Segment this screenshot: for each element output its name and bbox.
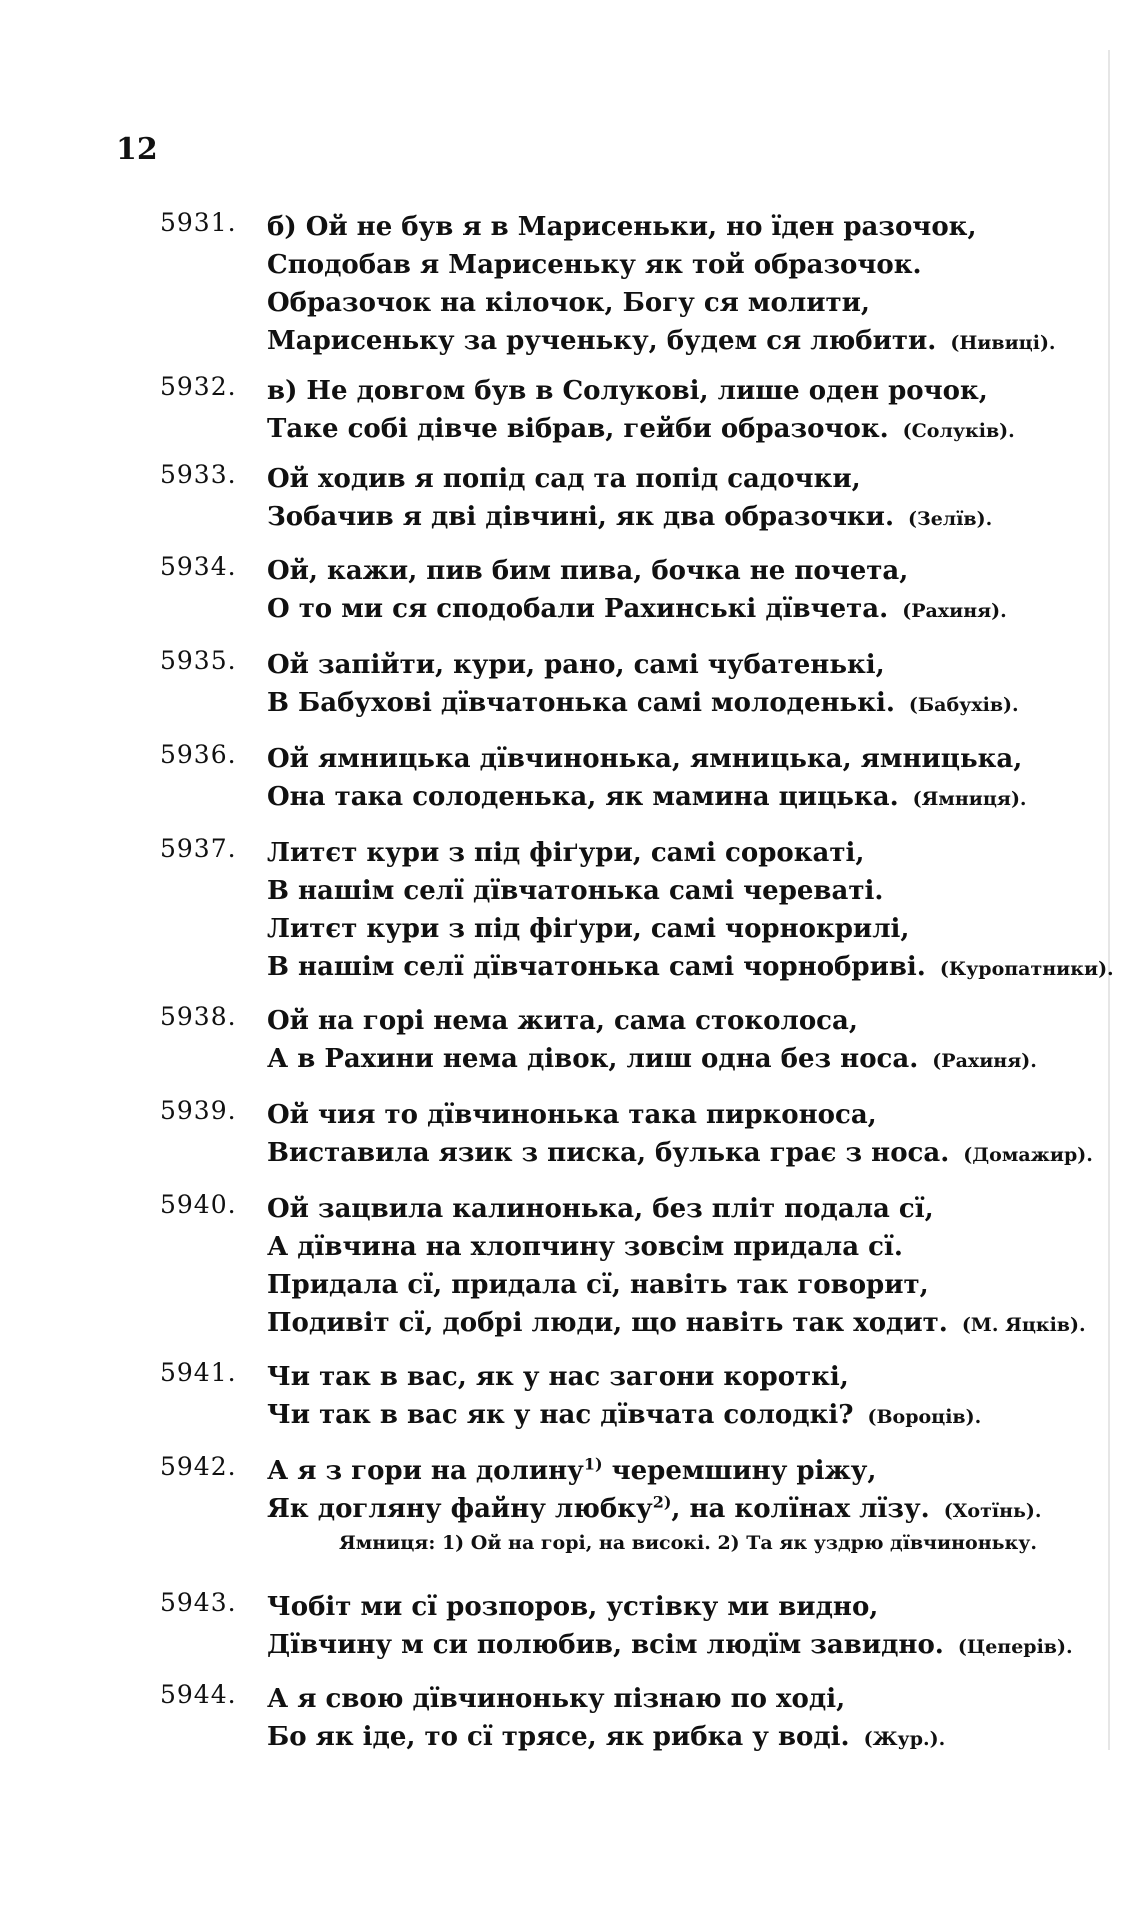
verse-line: [267, 1134, 1093, 1172]
verse: [267, 1002, 1067, 1078]
verse-line-text: , на колїнах лїзу.: [671, 1494, 930, 1524]
verse-line: [267, 322, 1067, 360]
verse-line-text: А я з гори на долину: [267, 1456, 584, 1486]
footnote-ref: 1): [583, 1454, 603, 1474]
verse-line: [267, 1396, 1067, 1434]
place-label: (Куропатники).: [939, 958, 1114, 980]
place-label: (Домажир).: [963, 1144, 1093, 1166]
place-label: (Ямниця).: [912, 788, 1027, 810]
verse-line: Чобіт ми сї розпоров, устівку ми видно,: [267, 1592, 879, 1622]
place-label: (Вороців).: [867, 1406, 982, 1428]
verse-line: [267, 410, 1067, 448]
place-label: (М. Яцків).: [961, 1314, 1086, 1336]
verse-line: [267, 590, 1067, 628]
footnote-ref: 2): [652, 1492, 672, 1512]
verse: [267, 1588, 1073, 1664]
entry-number: 5939.: [160, 1096, 237, 1125]
verse: [267, 460, 1067, 536]
verse-line-text: В нашім селї дївчатонька самі чорнобриві.: [267, 952, 926, 982]
verse-line-text: Виставила язик з писка, булька грає з носа.: [267, 1138, 950, 1168]
verse-line: Придала сї, придала сї, навіть так говорит,: [267, 1270, 929, 1300]
verse-line-text: Бо як іде, то сї трясе, як рибка у воді.: [267, 1722, 850, 1752]
verse-line: б) Ой не був я в Марисеньки, но їден разочок,: [267, 212, 977, 242]
verse-line: Ой чия то дївчинонька така пирконоса,: [267, 1100, 877, 1130]
verse: [267, 552, 1067, 628]
verse-line-text: черемшину ріжу,: [602, 1456, 877, 1486]
verse-line: [267, 1718, 1067, 1756]
verse-line: Литєт кури з під фіґури, самі чорнокрилі,: [267, 914, 910, 944]
entry-number: 5936.: [160, 740, 237, 769]
entry-number: 5941.: [160, 1358, 237, 1387]
place-label: (Бабухів).: [908, 694, 1019, 716]
verse: [267, 1680, 1067, 1756]
entry-number: 5933.: [160, 460, 237, 489]
verse: [267, 646, 1067, 722]
verse-line-text: О то ми ся сподобали Рахинські дївчета.: [267, 594, 889, 624]
verse-line: [267, 1304, 1086, 1342]
entry-number: 5940.: [160, 1190, 237, 1219]
verse-line: Ой зацвила калинонька, без пліт подала сї,: [267, 1194, 934, 1224]
verse-line: в) Не довгом був в Солукові, лише оден рочок,: [267, 376, 988, 406]
page-edge-line: [1108, 50, 1110, 1750]
page-number: 12: [116, 132, 158, 167]
verse-line: Ой ходив я попід сад та попід садочки,: [267, 464, 861, 494]
verse-line-text: Дївчину м си полюбив, всім людїм завидно.: [267, 1630, 944, 1660]
place-label: (Рахиня).: [932, 1050, 1037, 1072]
entry-number: 5944.: [160, 1680, 237, 1709]
entry-number: 5931.: [160, 208, 237, 237]
place-label: (Цеперів).: [957, 1636, 1073, 1658]
verse-line: [267, 498, 1067, 536]
verse-line: Литєт кури з під фіґури, самі сорокаті,: [267, 838, 865, 868]
verse-line: Чи так в вас, як у нас загони короткі,: [267, 1362, 849, 1392]
entry-number: 5942.: [160, 1452, 237, 1481]
entry-number: 5937.: [160, 834, 237, 863]
verse-line: В нашім селї дївчатонька самі череваті.: [267, 876, 884, 906]
verse-line: [267, 1040, 1067, 1078]
verse-line: Ой на горі нема жита, сама стоколоса,: [267, 1006, 858, 1036]
verse-line: [267, 684, 1067, 722]
verse-line-text: А в Рахини нема дівок, лиш одна без носа.: [267, 1044, 919, 1074]
verse-line: Образочок на кілочок, Богу ся молити,: [267, 288, 870, 318]
verse-line: [267, 1452, 1067, 1490]
verse-line: [267, 1490, 1067, 1528]
verse: [267, 834, 1114, 986]
verse-line-text: В Бабухові дївчатонька самі молоденькі.: [267, 688, 895, 718]
verse-line-text: Як догляну файну любку: [267, 1494, 653, 1524]
entry-number: 5932.: [160, 372, 237, 401]
verse: [267, 1190, 1086, 1342]
verse-line: [267, 1626, 1073, 1664]
place-label: (Солуків).: [902, 420, 1015, 442]
verse-line-text: Зобачив я дві дівчині, як два образочки.: [267, 502, 895, 532]
verse-line: Сподобав я Марисеньку як той образочок.: [267, 250, 922, 280]
verse-line-text: Подивіт сї, добрі люди, що навіть так ходит.: [267, 1308, 948, 1338]
verse-line: Ой ямницька дївчинонька, ямницька, ямницька,: [267, 744, 1023, 774]
entry-number: 5943.: [160, 1588, 237, 1617]
entry-number: 5938.: [160, 1002, 237, 1031]
verse-line-text: Она така солоденька, як мамина цицька.: [267, 782, 899, 812]
verse-line-text: Чи так в вас як у нас дївчата солодкі?: [267, 1400, 854, 1430]
verse-line-text: Таке собі дівче вібрав, гейби образочок.: [267, 414, 889, 444]
footnote: Ямниця: 1) Ой на горі, на високі. 2) Та як уздрю дївчиноньку.: [339, 1532, 1038, 1554]
entry-number: 5934.: [160, 552, 237, 581]
verse-line: Ой запійти, кури, рано, самі чубатенькі,: [267, 650, 885, 680]
place-label: (Рахиня).: [902, 600, 1007, 622]
place-label: (Хотїнь).: [943, 1500, 1042, 1522]
verse: [267, 208, 1067, 360]
verse-line: А я свою дївчиноньку пізнаю по ході,: [267, 1684, 846, 1714]
verse-line: А дївчина на хлопчину зовсім придала сї.: [267, 1232, 903, 1262]
verse: [267, 1358, 1067, 1434]
verse: [267, 1096, 1093, 1172]
place-label: (Жур.).: [863, 1728, 946, 1750]
place-label: (Зелїв).: [908, 508, 993, 530]
verse-line: [267, 948, 1114, 986]
verse: [267, 1452, 1067, 1558]
verse-line: [267, 778, 1067, 816]
verse: [267, 372, 1067, 448]
verse-line: Ой, кажи, пив бим пива, бочка не почета,: [267, 556, 909, 586]
verse-line-text: Марисеньку за рученьку, будем ся любити.: [267, 326, 937, 356]
entry-number: 5935.: [160, 646, 237, 675]
place-label: (Нивиці).: [950, 332, 1056, 354]
verse: [267, 740, 1067, 816]
